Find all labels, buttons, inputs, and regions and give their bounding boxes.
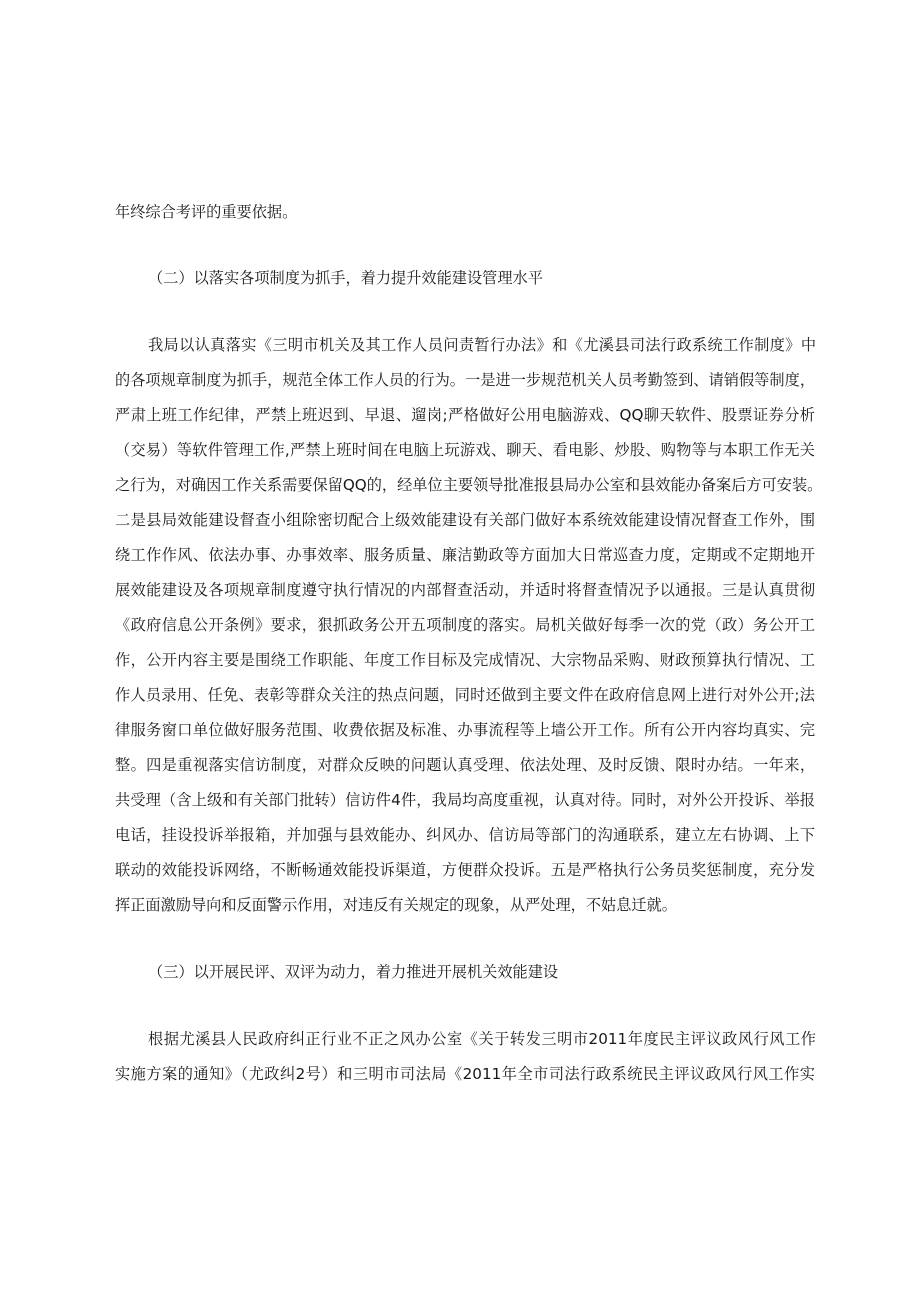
body-line: 电话，挂设投诉举报箱，并加强与县效能办、纠风办、信访局等部门的沟通联系，建立左右协调、上下 — [115, 826, 815, 844]
body-line: 作，公开内容主要是围绕工作职能、年度工作目标及完成情况、大宗物品采购、财政预算执行情况、工 — [115, 651, 815, 669]
body-line: 作人员录用、任免、表彰等群众关注的热点问题，同时还做到主要文件在政府信息网上进行对外公开;法 — [115, 686, 815, 704]
body-line: 《政府信息公开条例》要求，狠抓政务公开五项制度的落实。局机关做好每季一次的党（政）务公开工 — [115, 616, 815, 634]
body-line: 绕工作作风、依法办事、办事效率、服务质量、廉洁勤政等方面加大日常巡查力度，定期或不定期地开 — [115, 546, 815, 564]
body-line: 律服务窗口单位做好服务范围、收费依据及标准、办事流程等上墙公开工作。所有公开内容均真实、完 — [115, 721, 815, 739]
body-line: 根据尤溪县人民政府纠正行业不正之风办公室《关于转发三明市2011年度民主评议政风行风工作 — [148, 1030, 816, 1048]
body-line: 的各项规章制度为抓手，规范全体工作人员的行为。一是进一步规范机关人员考勤签到、请销假等制度， — [115, 371, 815, 389]
body-line: 挥正面激励导向和反面警示作用，对违反有关规定的现象，从严处理，不姑息迁就。 — [115, 896, 677, 914]
paragraph-closing-line: 年终综合考评的重要依据。 — [115, 203, 298, 221]
body-line: 我局以认真落实《三明市机关及其工作人员问责暂行办法》和《尤溪县司法行政系统工作制度》中 — [148, 336, 816, 354]
body-line: 展效能建设及各项规章制度遵守执行情况的内部督查活动，并适时将督查情况予以通报。三是认真贯彻 — [115, 581, 815, 599]
body-line: 整。四是重视落实信访制度，对群众反映的问题认真受理、依法处理、及时反馈、限时办结。一年来， — [115, 756, 815, 774]
body-line: （交易）等软件管理工作,严禁上班时间在电脑上玩游戏、聊天、看电影、炒股、购物等与本职工作无关 — [115, 441, 815, 459]
body-line: 联动的效能投诉网络，不断畅通效能投诉渠道，方便群众投诉。五是严格执行公务员奖惩制度，充分发 — [115, 861, 815, 879]
body-line: 二是县局效能建设督查小组除密切配合上级效能建设有关部门做好本系统效能建设情况督查工作外，围 — [115, 511, 815, 529]
section-heading-3: （三）以开展民评、双评为动力，着力推进开展机关效能建设 — [148, 963, 559, 981]
body-line: 共受理（含上级和有关部门批转）信访件4件，我局均高度重视，认真对待。同时，对外公开投诉、举报 — [115, 791, 815, 809]
body-line: 严肃上班工作纪律，严禁上班迟到、早退、遛岗;严格做好公用电脑游戏、QQ聊天软件、股票证券分析 — [115, 406, 815, 424]
body-line: 之行为，对确因工作关系需要保留QQ的，经单位主要领导批准报县局办公室和县效能办备案后方可安装。 — [115, 476, 823, 494]
body-line: 实施方案的通知》（尤政纠2号）和三明市司法局《2011年全市司法行政系统民主评议政风行风工作实 — [115, 1065, 815, 1083]
section-heading-2: （二）以落实各项制度为抓手，着力提升效能建设管理水平 — [148, 269, 543, 287]
